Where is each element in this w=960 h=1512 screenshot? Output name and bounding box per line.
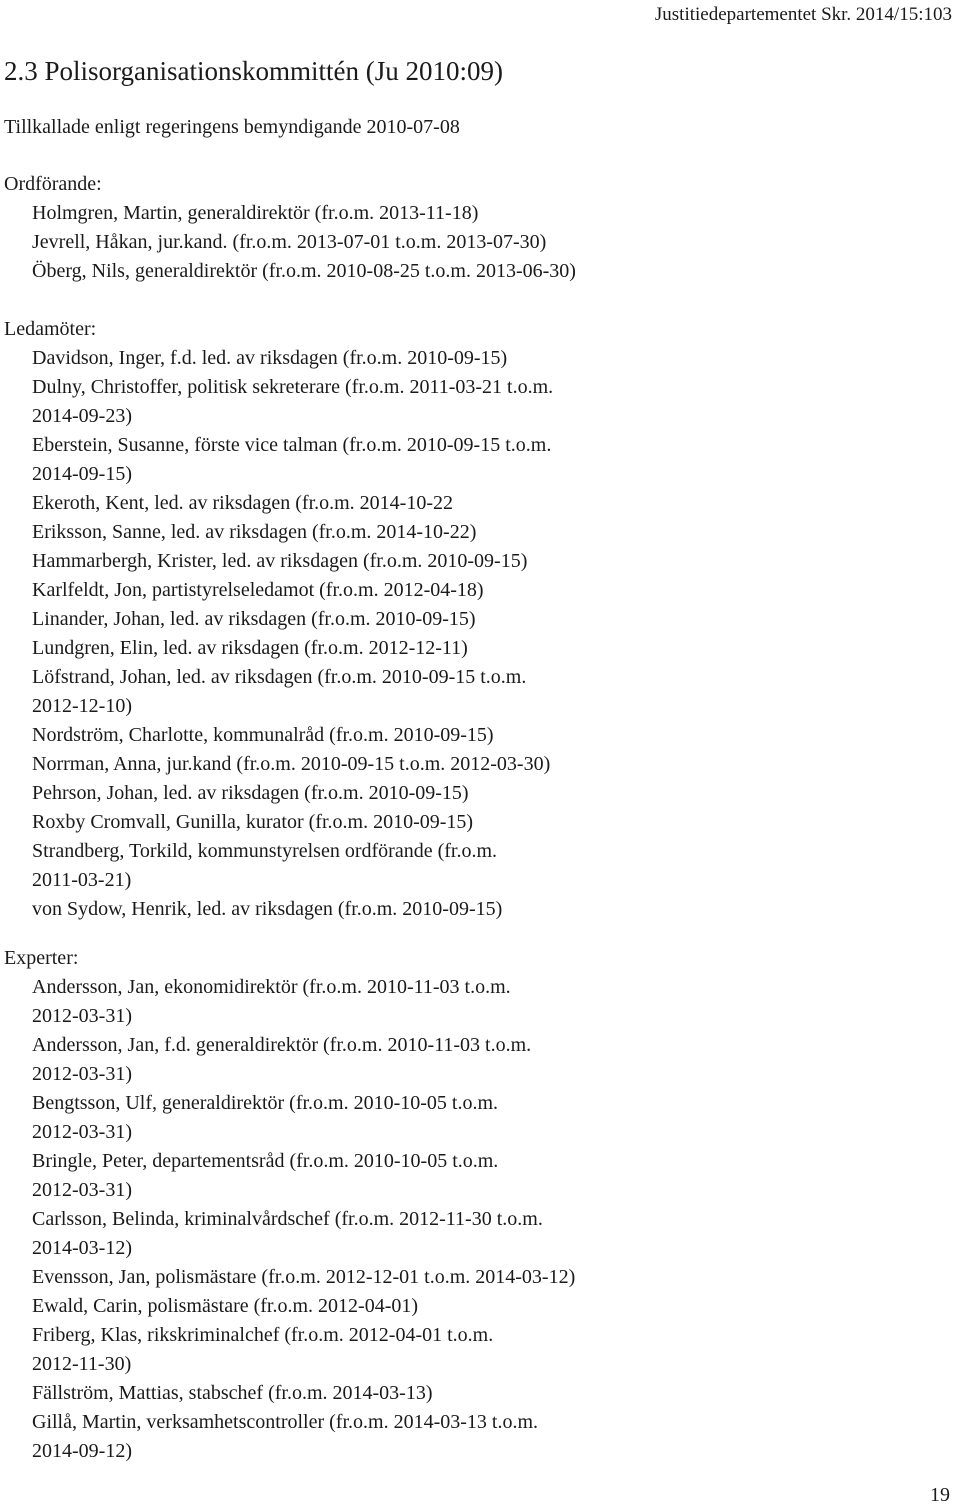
list-item: Ewald, Carin, polismästare (fr.o.m. 2012-04-01) [32, 1295, 419, 1317]
subtitle: Tillkallade enligt regeringens bemyndigande 2010-07-08 [4, 116, 460, 138]
list-item: Davidson, Inger, f.d. led. av riksdagen (fr.o.m. 2010-09-15) [32, 347, 508, 369]
list-item: Gillå, Martin, verksamhetscontroller (fr.o.m. 2014-03-13 t.o.m. [32, 1411, 539, 1433]
entry-list [4, 973, 924, 1466]
list-item-continuation: 2014-03-12) [32, 1237, 132, 1259]
list-item-continuation: 2014-09-12) [32, 1440, 132, 1462]
list-item-continuation: 2012-03-31) [32, 1063, 132, 1085]
list-item: Andersson, Jan, f.d. generaldirektör (fr.o.m. 2010-11-03 t.o.m. [32, 1034, 532, 1056]
list-item-continuation: 2012-03-31) [32, 1179, 132, 1201]
section-label: Ordförande: [4, 173, 102, 195]
list-item: von Sydow, Henrik, led. av riksdagen (fr.o.m. 2010-09-15) [32, 898, 503, 920]
list-item: Pehrson, Johan, led. av riksdagen (fr.o.m. 2010-09-15) [32, 782, 469, 804]
list-item: Dulny, Christoffer, politisk sekreterare (fr.o.m. 2011-03-21 t.o.m. [32, 376, 554, 398]
list-item: Andersson, Jan, ekonomidirektör (fr.o.m. 2010-11-03 t.o.m. [32, 976, 511, 998]
list-item: Holmgren, Martin, generaldirektör (fr.o.m. 2013-11-18) [32, 202, 479, 224]
section-ledamoter [4, 315, 924, 924]
list-item: Ekeroth, Kent, led. av riksdagen (fr.o.m. 2014-10-22 [32, 492, 454, 514]
section-experter [4, 944, 924, 1466]
list-item: Norrman, Anna, jur.kand (fr.o.m. 2010-09-15 t.o.m. 2012-03-30) [32, 753, 551, 775]
list-item-continuation: 2014-09-15) [32, 463, 132, 485]
list-item: Carlsson, Belinda, kriminalvårdschef (fr.o.m. 2012-11-30 t.o.m. [32, 1208, 543, 1230]
list-item-continuation: 2012-03-31) [32, 1121, 132, 1143]
list-item: Eberstein, Susanne, förste vice talman (fr.o.m. 2010-09-15 t.o.m. [32, 434, 552, 456]
list-item: Evensson, Jan, polismästare (fr.o.m. 2012-12-01 t.o.m. 2014-03-12) [32, 1266, 576, 1288]
page-header: Justitiedepartementet Skr. 2014/15:103 [654, 4, 952, 25]
page-title: 2.3 Polisorganisationskommittén (Ju 2010:09) [4, 56, 503, 86]
list-item: Lundgren, Elin, led. av riksdagen (fr.o.m. 2012-12-11) [32, 637, 468, 659]
list-item: Fällström, Mattias, stabschef (fr.o.m. 2014-03-13) [32, 1382, 433, 1404]
list-item: Linander, Johan, led. av riksdagen (fr.o.m. 2010-09-15) [32, 608, 476, 630]
entry-list [4, 344, 924, 924]
section-label: Experter: [4, 947, 79, 969]
list-item: Strandberg, Torkild, kommunstyrelsen ordförande (fr.o.m. [32, 840, 497, 862]
list-item-continuation: 2012-03-31) [32, 1005, 132, 1027]
list-item-continuation: 2011-03-21) [32, 869, 132, 891]
section-ordforande [4, 170, 924, 286]
list-item: Roxby Cromvall, Gunilla, kurator (fr.o.m. 2010-09-15) [32, 811, 474, 833]
list-item: Karlfeldt, Jon, partistyrelseledamot (fr.o.m. 2012-04-18) [32, 579, 484, 601]
list-item: Nordström, Charlotte, kommunalråd (fr.o.m. 2010-09-15) [32, 724, 494, 746]
list-item-continuation: 2012-12-10) [32, 695, 132, 717]
list-item: Bringle, Peter, departementsråd (fr.o.m. 2010-10-05 t.o.m. [32, 1150, 499, 1172]
list-item-continuation: 2012-11-30) [32, 1353, 132, 1375]
page-number: 19 [930, 1484, 950, 1506]
list-item-continuation: 2014-09-23) [32, 405, 132, 427]
list-item: Öberg, Nils, generaldirektör (fr.o.m. 2010-08-25 t.o.m. 2013-06-30) [32, 260, 576, 282]
section-label: Ledamöter: [4, 318, 97, 340]
list-item: Hammarbergh, Krister, led. av riksdagen (fr.o.m. 2010-09-15) [32, 550, 528, 572]
list-item: Eriksson, Sanne, led. av riksdagen (fr.o.m. 2014-10-22) [32, 521, 477, 543]
list-item: Löfstrand, Johan, led. av riksdagen (fr.o.m. 2010-09-15 t.o.m. [32, 666, 527, 688]
list-item: Bengtsson, Ulf, generaldirektör (fr.o.m. 2010-10-05 t.o.m. [32, 1092, 499, 1114]
list-item: Jevrell, Håkan, jur.kand. (fr.o.m. 2013-07-01 t.o.m. 2013-07-30) [32, 231, 547, 253]
list-item: Friberg, Klas, rikskriminalchef (fr.o.m. 2012-04-01 t.o.m. [32, 1324, 494, 1346]
entry-list [4, 199, 924, 286]
